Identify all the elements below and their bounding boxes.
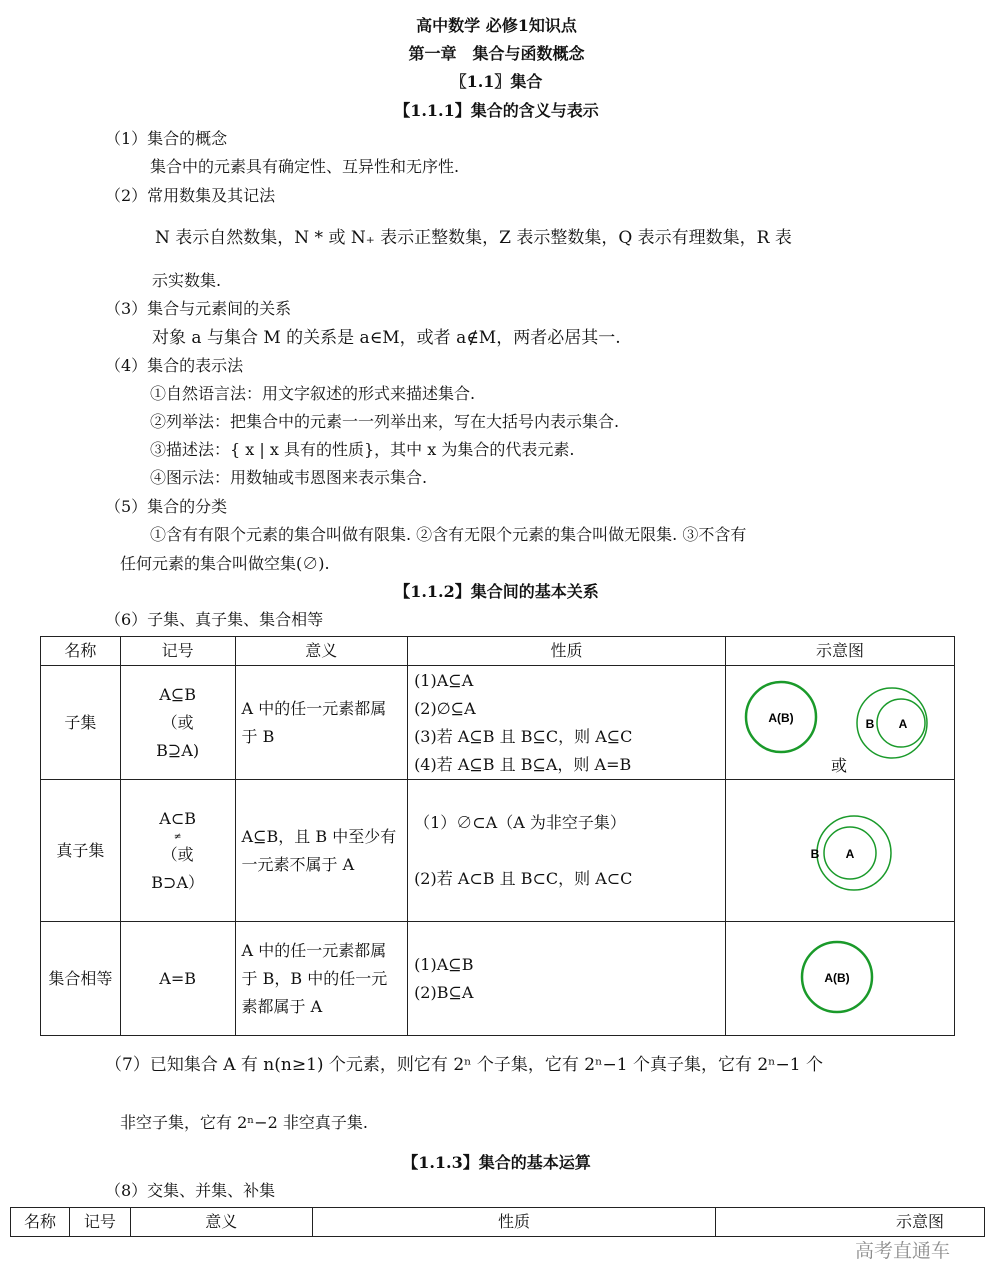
row-name: 集合相等 (41, 922, 121, 1036)
row-props (408, 666, 726, 780)
row-meaning: A 中的任一元素都属于 B，B 中的任一元素都属于 A (235, 922, 408, 1036)
list-item: ②列举法：把集合中的元素一一列举出来，写在大括号内表示集合. (150, 412, 620, 431)
header-cell: 意义 (130, 1208, 312, 1237)
row-symbol: A=B (120, 922, 235, 1036)
paragraph: 非空子集，它有 2ⁿ−2 非空真子集. (120, 1113, 368, 1132)
set-relations-table (40, 636, 955, 1036)
venn-label: A(B) (768, 710, 794, 725)
paragraph: ①含有有限个元素的集合叫做有限集. ②含有无限个元素的集合叫做无限集. ③不含有 (150, 525, 747, 544)
watermark: 高考直通车 (855, 1240, 951, 1262)
header-cell: 性质 (312, 1208, 716, 1237)
symbol-line: B⊃A） (151, 872, 205, 892)
row-name: 子集 (41, 666, 121, 780)
neq-mark: ≠ (173, 831, 182, 842)
prop: (4)若 A⊆B 且 B⊆A，则 A=B (414, 754, 632, 774)
prop: (2)B⊆A (414, 982, 474, 1002)
symbol-line: （或 (161, 712, 194, 732)
table-row (41, 922, 955, 1036)
row-meaning: A⊆B，且 B 中至少有一元素不属于 A (235, 780, 408, 922)
venn-label: B (865, 716, 875, 731)
prop: (3)若 A⊆B 且 B⊆C，则 A⊆C (414, 726, 633, 746)
row-diagram (725, 666, 954, 780)
symbol-line: B⊇A) (156, 740, 200, 760)
prop: (1)A⊆B (414, 954, 474, 974)
or-label: 或 (830, 755, 847, 775)
table-row (41, 666, 955, 780)
list-item: ③描述法：{ x | x 具有的性质}，其中 x 为集合的代表元素. (150, 440, 575, 459)
venn-label: A(B) (824, 970, 850, 985)
venn-label: A (845, 846, 855, 861)
paragraph: N 表示自然数集，N * 或 N₊ 表示正整数集，Z 表示整数集，Q 表示有理数集，R 表 (155, 228, 792, 248)
paragraph: 任何元素的集合叫做空集(∅). (120, 554, 330, 573)
subsection-title: 【1.1.1】集合的含义与表示 (394, 101, 599, 120)
header-cell: 示意图 (725, 637, 954, 666)
row-symbol (120, 780, 235, 922)
venn-label: A (898, 716, 908, 731)
subsection-title: 【1.1.2】集合间的基本关系 (394, 582, 599, 601)
table-row (41, 780, 955, 922)
doc-title: 高中数学 必修1知识点 (416, 16, 577, 35)
chapter-title: 第一章 集合与函数概念 (408, 44, 585, 63)
row-name: 真子集 (41, 780, 121, 922)
row-symbol (120, 666, 235, 780)
paragraph: （7）已知集合 A 有 n(n≥1) 个元素，则它有 2ⁿ 个子集，它有 2ⁿ−1 个真子集，它有 2ⁿ−1 个 (105, 1055, 823, 1075)
header-cell: 性质 (408, 637, 726, 666)
heading: （2）常用数集及其记法 (105, 186, 276, 205)
header-cell: 意义 (235, 637, 408, 666)
prop: (2)∅⊆A (414, 698, 476, 718)
heading: （1）集合的概念 (105, 129, 228, 148)
header-cell: 记号 (69, 1208, 130, 1237)
heading: （4）集合的表示法 (105, 356, 244, 375)
header-cell: 名称 (41, 637, 121, 666)
prop: (2)若 A⊂B 且 B⊂C，则 A⊂C (414, 868, 633, 888)
venn-diagram-subset (726, 667, 954, 779)
paragraph: 对象 a 与集合 M 的关系是 a∈M，或者 a∉M，两者必居其一. (152, 328, 621, 348)
subsection-title: 【1.1.3】集合的基本运算 (402, 1153, 591, 1172)
symbol-line: （或 (161, 844, 194, 864)
heading: （8）交集、并集、补集 (105, 1181, 276, 1200)
list-item: ①自然语言法：用文字叙述的形式来描述集合. (150, 384, 476, 403)
heading: （6）子集、真子集、集合相等 (105, 610, 324, 629)
paragraph: 集合中的元素具有确定性、互异性和无序性. (150, 157, 460, 176)
row-props (408, 922, 726, 1036)
row-diagram (725, 922, 954, 1036)
paragraph: 示实数集. (152, 271, 222, 290)
table-header-row (41, 637, 955, 666)
prop: （1）∅⊂A（A 为非空子集） (414, 812, 626, 832)
venn-diagram-equal (726, 923, 954, 1035)
header-cell: 名称 (11, 1208, 70, 1237)
symbol-line: A⊆B (159, 684, 197, 704)
list-item: ④图示法：用数轴或韦恩图来表示集合. (150, 468, 428, 487)
set-operations-table (10, 1207, 985, 1237)
section-title: 〖1.1〗集合 (450, 72, 543, 91)
row-meaning: A 中的任一元素都属于 B (235, 666, 408, 780)
prop: (1)A⊆A (414, 670, 474, 690)
header-cell: 记号 (120, 637, 235, 666)
row-diagram (725, 780, 954, 922)
row-props (408, 780, 726, 922)
header-cell: 示意图 (716, 1208, 985, 1237)
venn-diagram-proper-subset (726, 781, 954, 921)
venn-label: B (810, 846, 820, 861)
symbol-line: A⊂B (159, 808, 197, 828)
heading: （3）集合与元素间的关系 (105, 299, 292, 318)
table-header-row (11, 1208, 985, 1237)
heading: （5）集合的分类 (105, 497, 228, 516)
